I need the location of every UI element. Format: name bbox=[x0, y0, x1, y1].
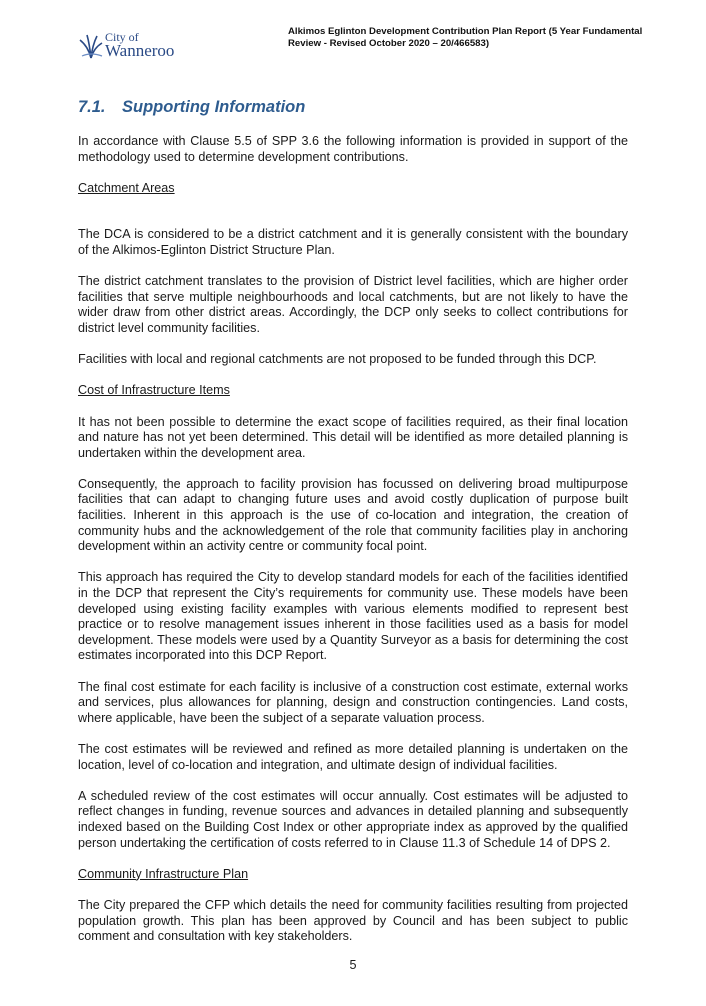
page-number: 5 bbox=[349, 958, 357, 972]
logo-emblem-icon bbox=[78, 30, 104, 60]
section-title: Supporting Information bbox=[122, 98, 306, 116]
paragraph: It has not been possible to determine the exact scope of facilities required, as their final location and nature has not yet been determined. This detail will be identified as more detailed planning is undertaken within the development area. bbox=[78, 414, 628, 460]
report-header-title: Alkimos Eglinton Development Contribution Plan Report (5 Year Fundamental Review - Revised October 2020 – 20/466583) bbox=[288, 26, 643, 49]
paragraph: Facilities with local and regional catchments are not proposed to be funded through this DCP. bbox=[78, 352, 597, 367]
subheading-catchment-areas: Catchment Areas bbox=[78, 180, 175, 195]
logo-text-city-of: City of bbox=[105, 30, 139, 44]
paragraph: A scheduled review of the cost estimates will occur annually. Cost estimates will be adjusted to reflect changes in funding, revenue sources and advances in detailed planning and subsequently indexed based on the Building Cost Index or other appropriate index as approved by the qualified person undertaking the certification of costs referred to in Clause 11.3 of Schedule 14 of DPS 2. bbox=[78, 788, 628, 850]
paragraph: Consequently, the approach to facility provision has focussed on delivering broad multipurpose facilities that can adapt to changing future uses and avoid costly duplication of purpose built facilities. Inherent in this approach is the use of co-location and integration, the creation of community hubs and the acknowledgement of the role that community facilities play in anchoring development within an activity centre or community focal point. bbox=[78, 476, 628, 554]
document-body bbox=[78, 134, 628, 960]
city-logo bbox=[78, 30, 188, 64]
paragraph: The district catchment translates to the provision of District level facilities, which are higher order facilities that serve multiple neighbourhoods and local catchments, but are not likely to have the wider draw from other district areas. Accordingly, the DCP only seeks to collect contributions for district level community facilities. bbox=[78, 274, 628, 335]
section-number: 7.1. bbox=[78, 98, 106, 116]
paragraph: The cost estimates will be reviewed and refined as more detailed planning is undertaken on the location, level of co-location and integration, and ultimate design of individual facilities. bbox=[78, 741, 628, 772]
logo-text-wanneroo: Wanneroo bbox=[105, 41, 175, 60]
section-heading bbox=[78, 98, 305, 117]
subheading-cost-of-infrastructure: Cost of Infrastructure Items bbox=[78, 383, 230, 398]
paragraph: The DCA is considered to be a district catchment and it is generally consistent with the boundary of the Alkimos-Eglinton District Structure Plan. bbox=[78, 227, 628, 257]
paragraph: The final cost estimate for each facility is inclusive of a construction cost estimate, external works and services, plus allowances for planning, design and construction contingencies. Land costs, where applicable, have been the subject of a separate valuation process. bbox=[78, 679, 628, 725]
intro-paragraph: In accordance with Clause 5.5 of SPP 3.6 the following information is provided in support of the methodology used to determine development contributions. bbox=[78, 134, 628, 164]
paragraph: This approach has required the City to develop standard models for each of the facilities identified in the DCP that represent the City’s requirements for community use. These models have been developed using existing facility examples with various elements modified to represent best practice or to resolve management issues inherent in those facilities used as a basis for model development. These models were used by a Quantity Surveyor as a basis for determining the cost estimates incorporated into this DCP Report. bbox=[78, 570, 628, 663]
subheading-community-infrastructure-plan: Community Infrastructure Plan bbox=[78, 866, 249, 881]
paragraph: The City prepared the CFP which details the need for community facilities resulting from projected population growth. This plan has been approved by Council and has been subject to public comment and consultation with key stakeholders. bbox=[78, 897, 628, 944]
